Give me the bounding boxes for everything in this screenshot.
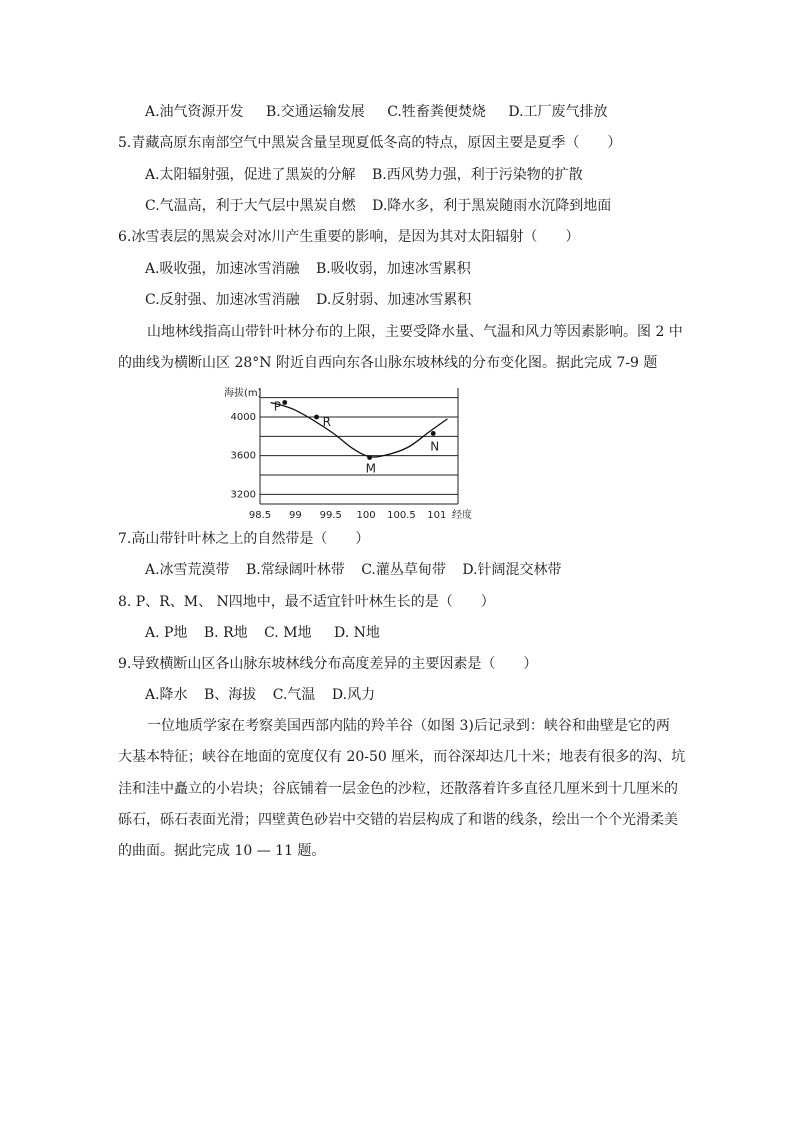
q6-option-d: D.反射弱、加速冰雪累积 — [316, 292, 472, 308]
q9-stem: 9.导致横断山区各山脉东坡林线分布高度差异的主要因素是（ ） — [118, 656, 538, 672]
q4-option-d: D.工厂废气排放 — [508, 104, 608, 120]
q5-option-a: A.太阳辐射强，促进了黑炭的分解 — [145, 167, 356, 183]
chart-y-ticks — [231, 412, 256, 500]
q7-options — [145, 562, 562, 578]
q5-options-row1 — [145, 167, 583, 183]
q7-option-b: B.常绿阔叶林带 — [246, 562, 345, 578]
x-tick-label: 99.5 — [319, 510, 342, 521]
q6-options-row2 — [145, 292, 471, 308]
passage2-line2: 大基本特征；峡谷在地面的宽度仅有 20-50 厘米，而谷深却达几十米；地表有很多的沟、坑 — [118, 749, 686, 765]
q8-option-c: C. M地 — [264, 625, 312, 641]
q9-option-c: C.气温 — [272, 687, 316, 703]
q7-option-d: D.针阔混交林带 — [462, 562, 562, 578]
x-tick-label: 98.5 — [248, 510, 272, 521]
x-tick-label: 100 — [356, 510, 376, 521]
x-tick-label: 101 — [427, 510, 447, 521]
q5-option-c: C.气温高，利于大气层中黑炭自燃 — [145, 198, 356, 214]
treeline-chart — [220, 378, 490, 526]
q7-option-c: C.灌丛草甸带 — [361, 562, 446, 578]
treeline-curve — [271, 403, 448, 458]
passage1-line2: 的曲线为横断山区 28°N 附近自西向东各山脉东坡林线的分布变化图。据此完成 7-9 题 — [118, 355, 658, 371]
q6-option-b: B.吸收弱，加速冰雪累积 — [316, 261, 471, 277]
passage1-line1: 山地林线指高山带针叶林分布的上限，主要受降水量、气温和风力等因素影响。图 2 中 — [147, 324, 683, 340]
q4-options — [145, 104, 608, 120]
q5-option-b: B.西风势力强，利于污染物的扩散 — [372, 167, 583, 183]
q4-option-b: B.交通运输发展 — [266, 104, 365, 120]
q7-stem: 7.高山带针叶林之上的自然带是（ ） — [118, 531, 370, 547]
q4-option-a: A.油气资源开发 — [145, 104, 244, 120]
point-m-label: M — [365, 461, 376, 476]
point-r-marker — [314, 415, 319, 420]
chart-ylabel: 海拔(m) — [224, 388, 262, 399]
chart-grid — [260, 398, 458, 495]
q9-option-b: B、海拔 — [204, 687, 257, 703]
passage2-line1: 一位地质学家在考察美国西部内陆的羚羊谷（如图 3)后记录到：峡谷和曲壁是它的两 — [147, 718, 670, 734]
q9-options — [145, 687, 375, 703]
chart-points — [274, 400, 439, 476]
q8-option-a: A. P地 — [145, 625, 188, 641]
x-tick-label: 100.5 — [387, 510, 416, 521]
q6-option-a: A.吸收强，加速冰雪消融 — [145, 261, 300, 277]
point-p-marker — [282, 400, 287, 405]
q8-option-b: B. R地 — [203, 625, 248, 641]
y-tick-label: 3600 — [230, 450, 256, 462]
q8-stem: 8. P、R、M、 N四地中，最不适宜针叶林生长的是（ ） — [118, 594, 495, 610]
passage2-line5: 的曲面。据此完成 10 — 11 题。 — [118, 843, 326, 859]
chart-axes — [260, 388, 458, 504]
q8-option-d: D. N地 — [333, 625, 380, 641]
q9-option-a: A.降水 — [145, 687, 188, 703]
q5-option-d: D.降水多，利于黑炭随雨水沉降到地面 — [372, 198, 612, 214]
chart-x-ticks — [249, 510, 446, 521]
point-p-label: P — [273, 399, 281, 414]
chart-xlabel: 经度 — [452, 510, 472, 521]
point-r-label: R — [322, 415, 331, 429]
q6-option-c: C.反射强、加速冰雪消融 — [145, 292, 300, 308]
q9-option-d: D.风力 — [331, 687, 376, 703]
x-tick-label: 99 — [288, 510, 302, 521]
q8-options — [145, 625, 380, 641]
q4-option-c: C.牲畜粪便焚烧 — [387, 104, 486, 120]
y-tick-label: 4000 — [230, 412, 256, 423]
passage2-line4: 砾石，砾石表面光滑；四壁黄色砂岩中交错的岩层构成了和谐的线条，绘出一个个光滑柔美 — [118, 812, 678, 828]
q5-options-row2 — [145, 198, 611, 214]
q5-stem: 5.青藏高原东南部空气中黑炭含量呈现夏低冬高的特点，原因主要是夏季（ ） — [118, 135, 622, 151]
q7-option-a: A.冰雪荒漠带 — [145, 562, 230, 578]
passage2-line3: 洼和洼中矗立的小岩块；谷底铺着一层金色的沙粒，还散落着许多直径几厘米到十几厘米的 — [118, 781, 678, 797]
q6-options-row1 — [145, 261, 471, 277]
point-n-label: N — [430, 439, 440, 454]
point-n-marker — [431, 431, 436, 436]
y-tick-label: 3200 — [230, 489, 256, 501]
q6-stem: 6.冰雪表层的黑炭会对冰川产生重要的影响，是因为其对太阳辐射（ ） — [118, 229, 580, 245]
point-m-marker — [367, 455, 372, 460]
